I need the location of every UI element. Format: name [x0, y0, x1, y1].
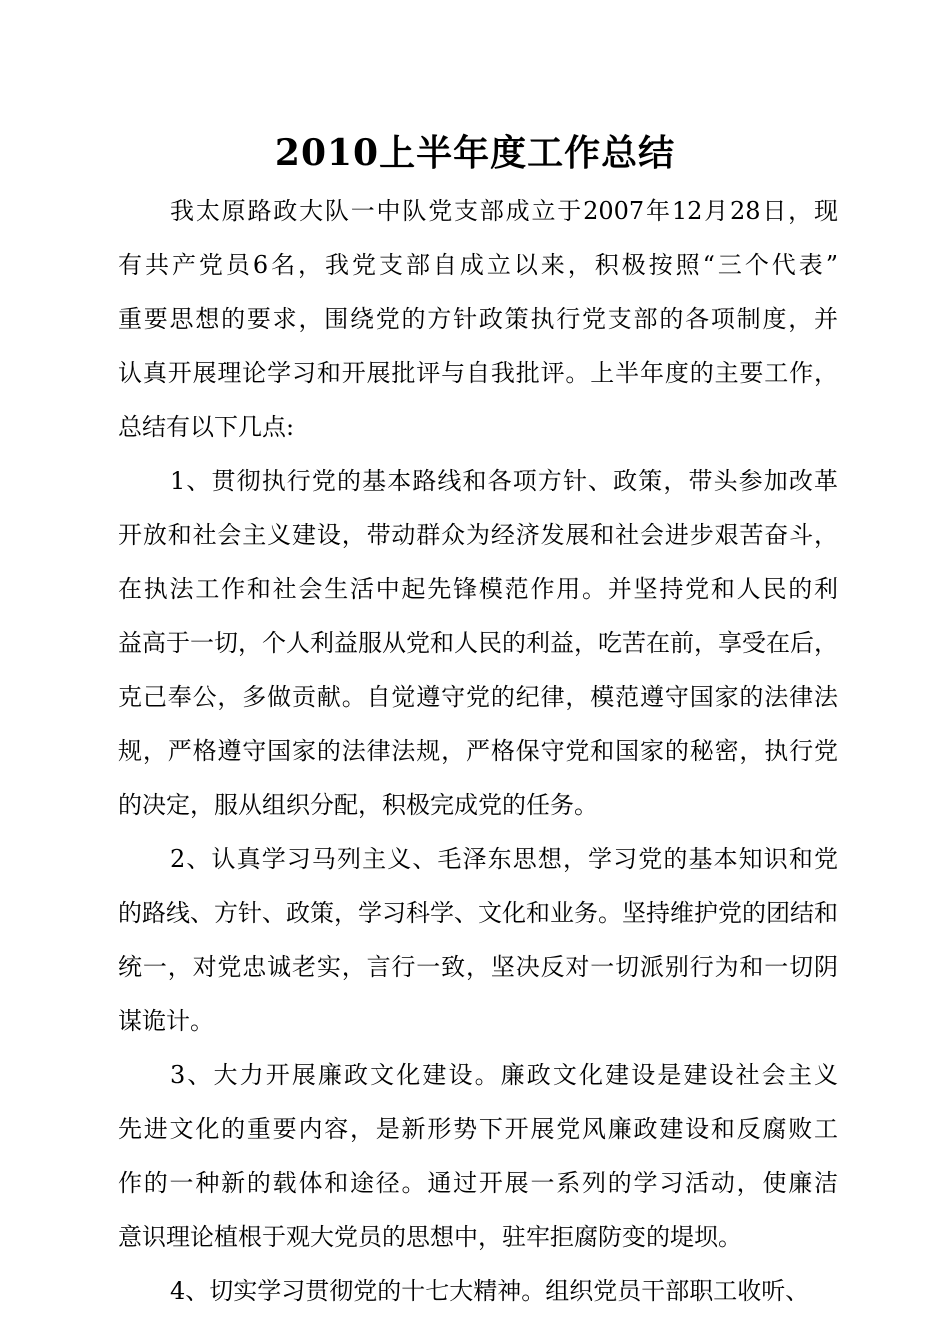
paragraph-2-line-4: 益高于一切，个人利益服从党和人民的利益，吃苦在前，享受在后， — [118, 629, 838, 657]
paragraph-4-line-2: 先进文化的重要内容，是新形势下开展党风廉政建设和反腐败工 — [118, 1115, 838, 1143]
paragraph-2-line-7: 的决定，服从组织分配，积极完成党的任务。 — [118, 791, 598, 819]
paragraph-1-line-1: 我太原路政大队一中队党支部成立于2007年12月28日，现 — [170, 197, 838, 225]
paragraph-3-line-3: 统一，对党忠诚老实，言行一致，坚决反对一切派别行为和一切阴 — [118, 953, 838, 981]
paragraph-1-line-4: 认真开展理论学习和开展批评与自我批评。上半年度的主要工作， — [118, 359, 838, 387]
paragraph-5-line-1: 4、切实学习贯彻党的十七大精神。组织党员干部职工收听、 — [170, 1277, 810, 1305]
paragraph-1-line-3: 重要思想的要求，围绕党的方针政策执行党支部的各项制度，并 — [118, 305, 838, 333]
paragraph-4-line-4: 意识理论植根于观大党员的思想中，驻牢拒腐防变的堤坝。 — [118, 1223, 742, 1251]
document-body — [118, 184, 838, 1318]
paragraph-2-line-6: 规，严格遵守国家的法律法规，严格保守党和国家的秘密，执行党 — [118, 737, 838, 765]
paragraph-1-line-2: 有共产党员6名，我党支部自成立以来，积极按照“三个代表” — [118, 251, 838, 279]
paragraph-2-line-2: 开放和社会主义建设，带动群众为经济发展和社会进步艰苦奋斗， — [118, 521, 838, 549]
paragraph-1-line-5: 总结有以下几点: — [118, 413, 295, 441]
paragraph-3-line-2: 的路线、方针、政策，学习科学、文化和业务。坚持维护党的团结和 — [118, 899, 838, 927]
paragraph-2-line-5: 克己奉公，多做贡献。自觉遵守党的纪律，模范遵守国家的法律法 — [118, 683, 838, 711]
paragraph-2-line-1: 1、贯彻执行党的基本路线和各项方针、政策，带头参加改革 — [170, 467, 838, 495]
paragraph-4-line-3: 作的一种新的载体和途径。通过开展一系列的学习活动，使廉洁 — [118, 1169, 838, 1197]
document-title: 2010上半年度工作总结 — [274, 132, 676, 174]
paragraph-4-line-1: 3、大力开展廉政文化建设。廉政文化建设是建设社会主义 — [170, 1061, 838, 1089]
paragraph-3-line-1: 2、认真学习马列主义、毛泽东思想，学习党的基本知识和党 — [170, 845, 838, 873]
paragraph-2-line-3: 在执法工作和社会生活中起先锋模范作用。并坚持党和人民的利 — [118, 575, 838, 603]
paragraph-3-line-4: 谋诡计。 — [118, 1007, 214, 1035]
